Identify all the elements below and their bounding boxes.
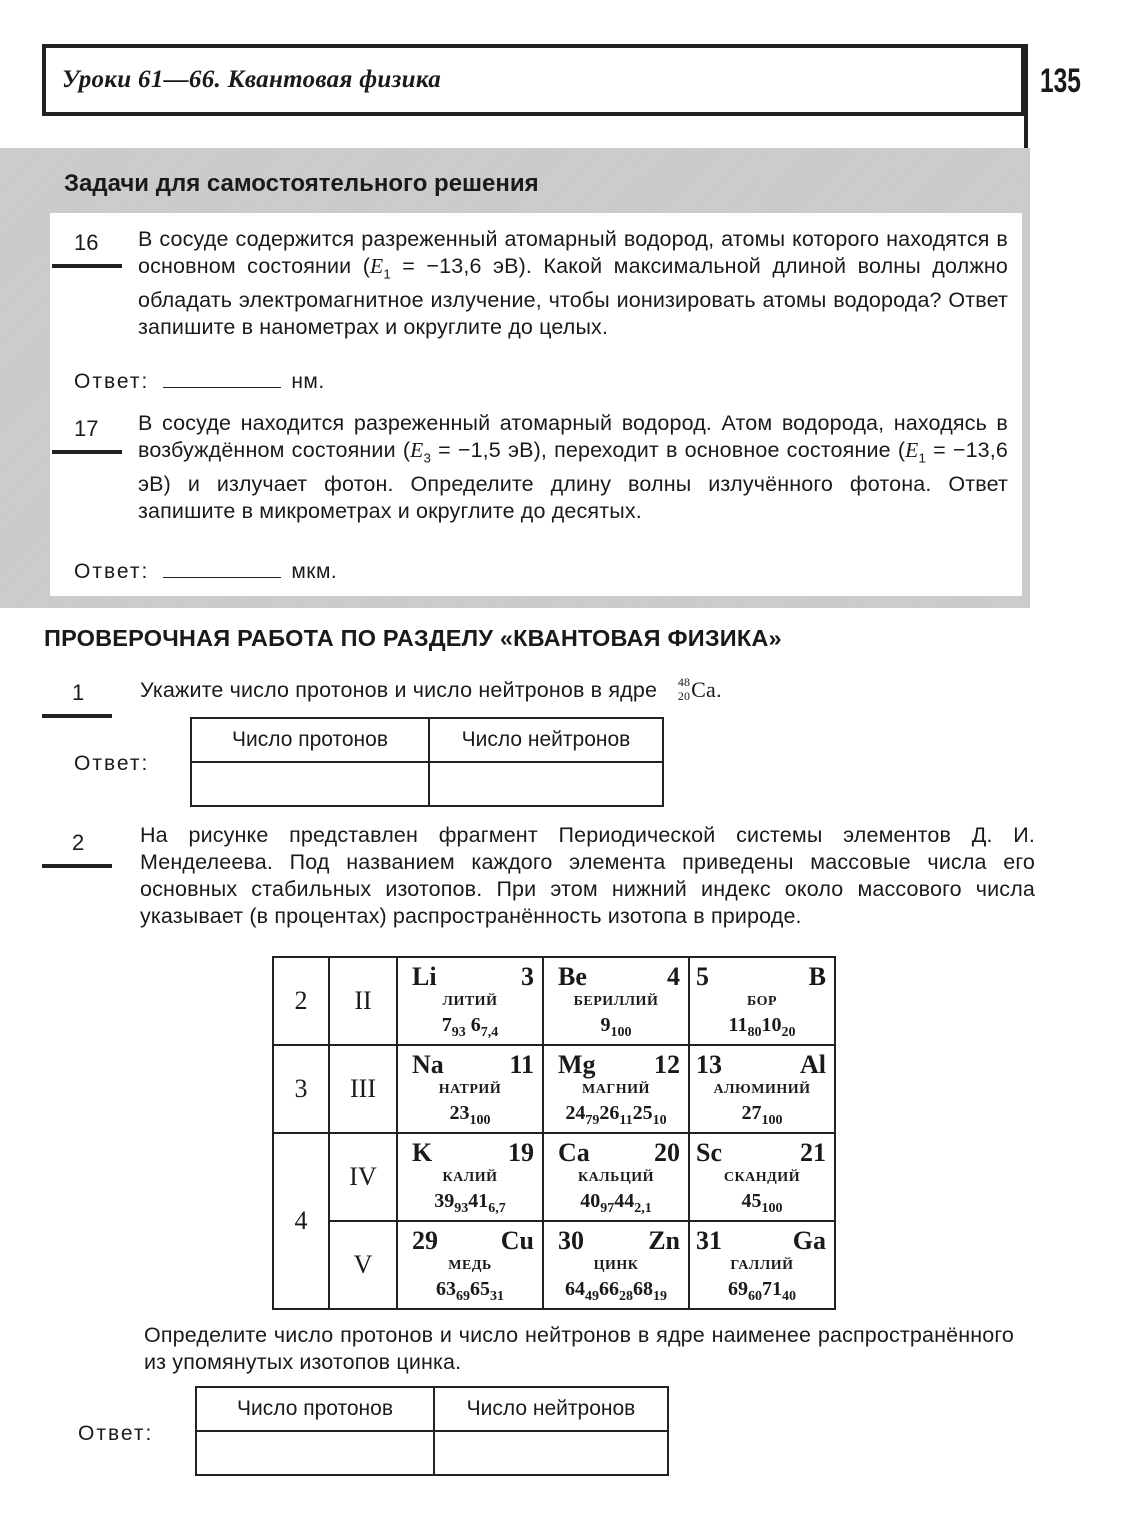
q1-text-body: Укажите число протонов и число нейтронов в ядре — [140, 678, 658, 702]
q2-marker-line — [42, 864, 112, 868]
element-name: МЕДЬ — [448, 1258, 492, 1273]
symbol: Al — [800, 1050, 826, 1079]
element-name: БОР — [746, 994, 778, 1009]
atomic-number: 3 — [521, 962, 534, 991]
element-K — [397, 1133, 543, 1221]
isotopes: $7_{93}$ $6_{7,4}$ — [441, 1014, 499, 1040]
symbol: Be — [558, 962, 587, 991]
self-study-title: Задачи для самостоятельного решения — [64, 170, 539, 197]
q1-protons-cell[interactable] — [191, 762, 429, 806]
atomic-number: 31 — [696, 1226, 722, 1255]
element-name: ЛИТИЙ — [442, 994, 498, 1009]
atomic-number: 13 — [696, 1050, 722, 1079]
period-3-label: 3 — [273, 1045, 329, 1133]
q1-col-neutrons: Число нейтронов — [429, 718, 663, 762]
symbol: Li — [412, 962, 437, 991]
q2-answer-label: Ответ: — [78, 1422, 154, 1445]
task-17-answer — [74, 560, 337, 584]
symbol: Ga — [792, 1226, 826, 1255]
period-2-label: 2 — [273, 957, 329, 1045]
period-4-label: 4 — [273, 1133, 329, 1309]
header-divider — [1024, 44, 1028, 154]
element-name: СКАНДИЙ — [723, 1170, 801, 1185]
element-name: КАЛИЙ — [442, 1170, 498, 1185]
element-name: ГАЛЛИЙ — [730, 1258, 794, 1273]
isotopes: $64_{49}66_{28}68_{19}$ — [565, 1278, 667, 1304]
row-V-label: V — [329, 1221, 397, 1309]
element-name: БЕРИЛЛИЙ — [573, 994, 659, 1009]
element-Sc — [689, 1133, 835, 1221]
task-16-answer-blank[interactable] — [163, 386, 281, 388]
element-B — [689, 957, 835, 1045]
task-17-answer-label: Ответ: — [74, 560, 150, 583]
isotopes: $27_{100}$ — [741, 1102, 783, 1128]
q2-neutrons-cell[interactable] — [434, 1431, 668, 1475]
isotopes: $11_{80}10_{20}$ — [728, 1014, 796, 1040]
page-number: 135 — [1040, 62, 1081, 100]
task-17-number: 17 — [74, 416, 99, 441]
q1-nuclide-mass: 48 — [677, 675, 691, 689]
q1-text — [140, 676, 722, 704]
task-16-unit: нм. — [291, 370, 325, 393]
element-Na — [397, 1045, 543, 1133]
q1-col-protons: Число протонов — [191, 718, 429, 762]
test-section-title: ПРОВЕРОЧНАЯ РАБОТА ПО РАЗДЕЛУ «КВАНТОВАЯ ФИЗИКА» — [44, 625, 782, 651]
symbol: Ca — [558, 1138, 590, 1167]
q1-nuclide-charge: 20 — [677, 689, 691, 703]
isotopes: $69_{60}71_{40}$ — [728, 1278, 796, 1304]
element-Ca — [543, 1133, 689, 1221]
atomic-number: 5 — [696, 962, 709, 991]
q1-number: 1 — [72, 680, 85, 705]
task-16-answer-label: Ответ: — [74, 370, 150, 393]
atomic-number: 29 — [412, 1226, 438, 1255]
symbol: Cu — [500, 1226, 534, 1255]
element-Ga — [689, 1221, 835, 1309]
element-Be — [543, 957, 689, 1045]
atomic-number: 20 — [654, 1138, 680, 1167]
q1-nuclide-trail: . — [715, 678, 723, 702]
row-II-label: II — [329, 957, 397, 1045]
isotopes: $63_{69}65_{31}$ — [436, 1278, 504, 1304]
q2-text: На рисунке представлен фрагмент Периодической системы элементов Д. И. Менделеева. Под названием каждого элемента приведены массовые числа его основных стабильных изотопов. При этом нижний индекс около массового числа указывает (в процентах) распространённость изотопа в природе. — [140, 823, 1035, 928]
row-IV-label: IV — [329, 1133, 397, 1221]
q1-neutrons-cell[interactable] — [429, 762, 663, 806]
atomic-number: 4 — [667, 962, 680, 991]
q1-nuclide-indices — [669, 675, 691, 703]
element-name: АЛЮМИНИЙ — [713, 1082, 811, 1097]
q1-answer-label: Ответ: — [74, 752, 150, 775]
periodic-table-fragment — [272, 956, 836, 1310]
chapter-title: Уроки 61—66. Квантовая физика — [62, 66, 441, 93]
isotopes: $9_{100}$ — [600, 1014, 632, 1040]
element-Mg — [543, 1045, 689, 1133]
symbol: Sc — [696, 1138, 722, 1167]
q2-number: 2 — [72, 830, 85, 855]
isotopes: $39_{93}41_{6,7}$ — [434, 1190, 506, 1216]
row-III-label: III — [329, 1045, 397, 1133]
element-name: ЦИНК — [593, 1258, 639, 1273]
isotopes: $23_{100}$ — [449, 1102, 491, 1128]
atomic-number: 19 — [508, 1138, 534, 1167]
symbol: Zn — [648, 1226, 680, 1255]
element-name: НАТРИЙ — [438, 1082, 502, 1097]
q2-col-protons: Число протонов — [196, 1387, 434, 1431]
q1-nuclide-symbol: Ca — [691, 677, 716, 702]
isotopes: $45_{100}$ — [741, 1190, 783, 1216]
symbol: B — [808, 962, 826, 991]
q2-col-neutrons: Число нейтронов — [434, 1387, 668, 1431]
atomic-number: 30 — [558, 1226, 584, 1255]
element-Cu — [397, 1221, 543, 1309]
atomic-number: 21 — [800, 1138, 826, 1167]
task-17-text: В сосуде находится разреженный атомарный водород. Атом водорода, находясь в возбуждённом состоянии ($E_3 = -1,5$ эВ), переходит в основное состояние ($E_1 = -13,6$ эВ) и излучает фотон. Определите длину волны излучённого фотона. Ответ запишите в микрометрах и округлите до десятых. — [138, 411, 1009, 524]
symbol: Mg — [558, 1050, 596, 1079]
isotopes: $40_{97}44_{2,1}$ — [580, 1190, 652, 1216]
element-Zn — [543, 1221, 689, 1309]
task-16-marker-line — [52, 264, 122, 268]
q2-answer-table — [195, 1386, 669, 1476]
atomic-number: 12 — [654, 1050, 680, 1079]
task-17-answer-blank[interactable] — [163, 576, 281, 578]
element-Al — [689, 1045, 835, 1133]
atomic-number: 11 — [509, 1050, 534, 1079]
isotopes: $24_{79}26_{11}25_{10}$ — [565, 1102, 667, 1128]
q2-question: Определите число протонов и число нейтронов в ядре наименее распространённого из упомянутых изотопов цинка. — [144, 1323, 1014, 1374]
q2-protons-cell[interactable] — [196, 1431, 434, 1475]
task-17-unit: мкм. — [291, 560, 338, 583]
task-17-marker-line — [52, 450, 122, 454]
q1-answer-table — [190, 717, 664, 807]
element-name: МАГНИЙ — [582, 1082, 650, 1097]
symbol: Na — [412, 1050, 444, 1079]
element-Li — [397, 957, 543, 1045]
task-16-text: В сосуде содержится разреженный атомарный водород, атомы которого находятся в основном состоянии ($E_1 = -13,6$ эВ). Какой максимальной длиной волны должно обладать электромагнитное излучение, чтобы ионизировать атомы водорода? Ответ запишите в нанометрах и округлите до целых. — [138, 227, 1008, 340]
task-16-answer — [74, 370, 325, 394]
q1-marker-line — [42, 714, 112, 718]
element-name: КАЛЬЦИЙ — [577, 1170, 655, 1185]
symbol: K — [412, 1138, 433, 1167]
task-16-number: 16 — [74, 230, 99, 255]
